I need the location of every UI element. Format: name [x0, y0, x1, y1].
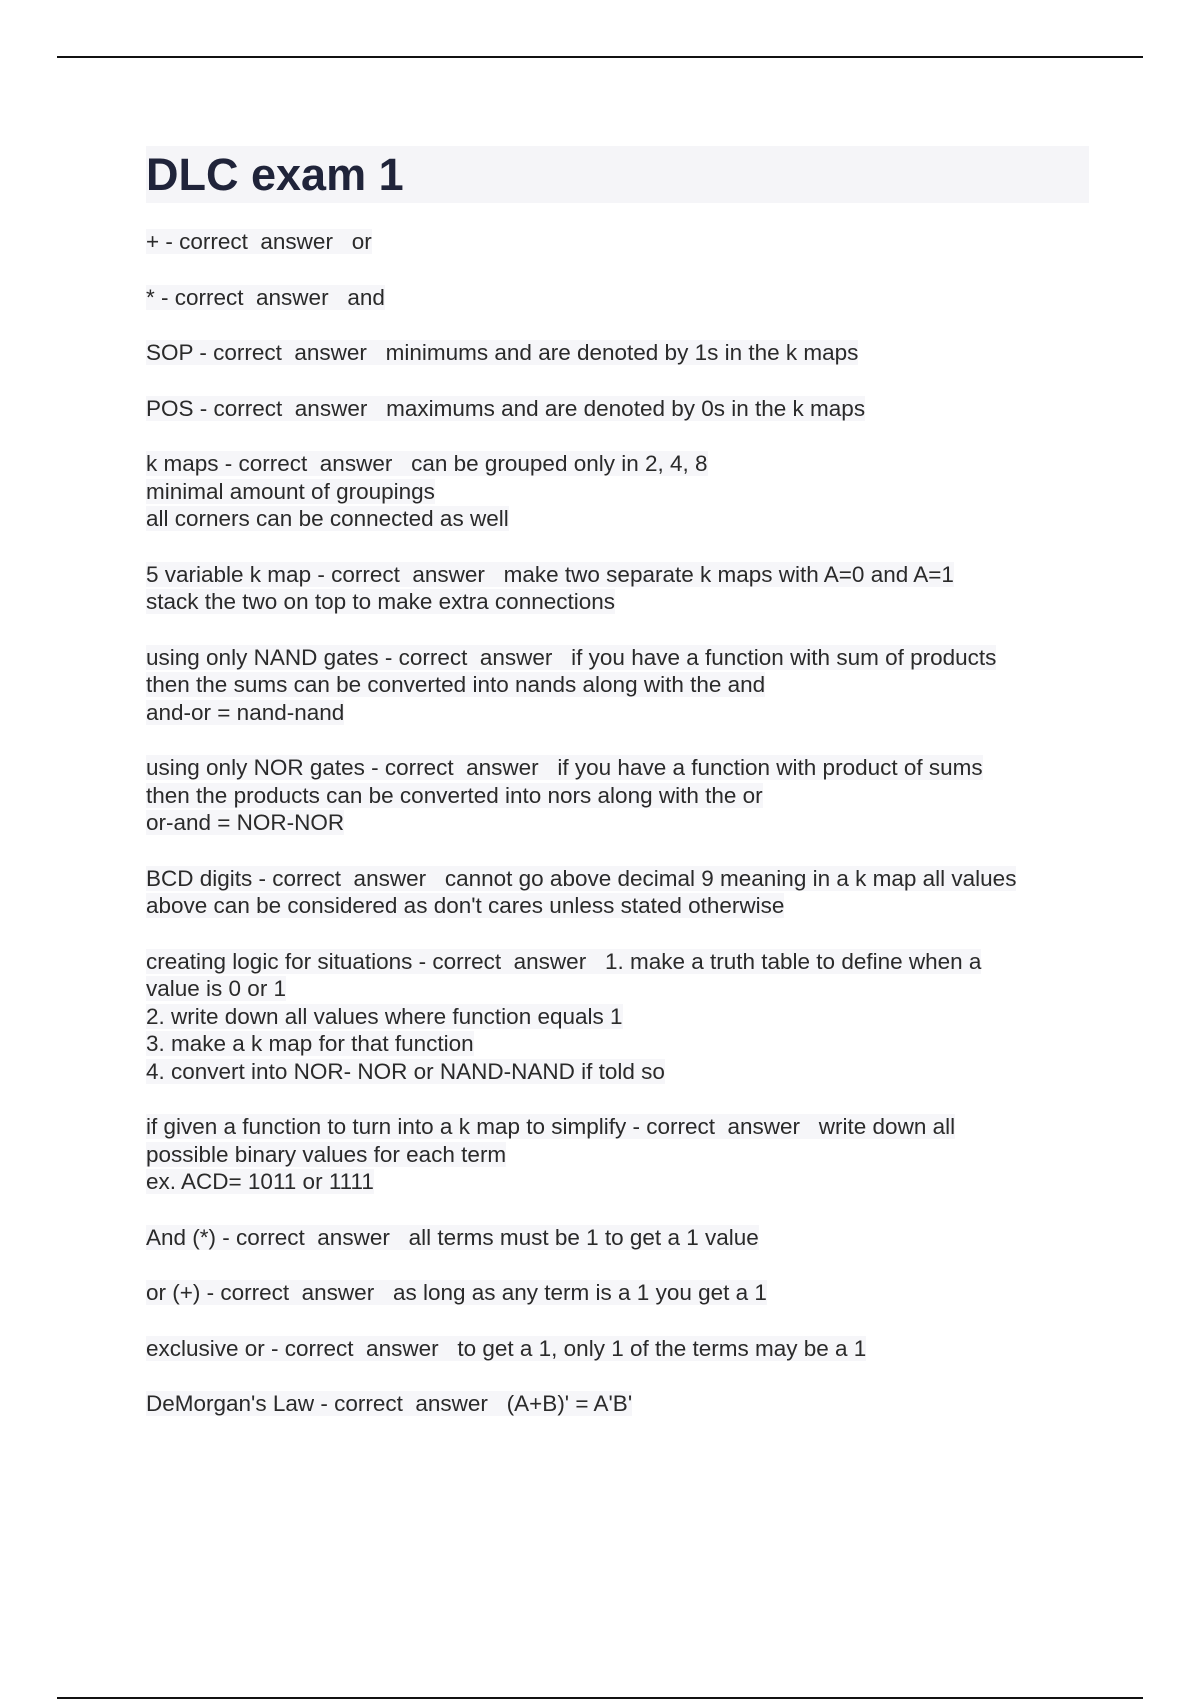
entry-continuation-line [146, 505, 1089, 533]
entry-continuation-line [146, 975, 1089, 1003]
document-page [146, 146, 1089, 1446]
flashcard-entry [146, 754, 1089, 837]
bottom-rule [57, 1697, 1143, 1699]
entry-text [146, 1114, 955, 1139]
entry-answer: and [347, 284, 385, 310]
entry-answer-continued: or-and = NOR-NOR [146, 810, 345, 835]
entry-answer-continued: stack the two on top to make extra connections [146, 589, 616, 614]
entry-answer-continued: 3. make a k map for that function [146, 1031, 474, 1056]
entry-term: And (*) [146, 1224, 217, 1250]
entry-answer-continued: above can be considered as don't cares unless stated otherwise [146, 893, 785, 918]
entry-answer: write down all [818, 1114, 956, 1139]
entry-text [146, 451, 708, 476]
entry-first-line [146, 339, 1089, 367]
entry-term: or (+) [146, 1280, 201, 1305]
entry-text [146, 1336, 866, 1361]
entry-continuation-line [146, 1003, 1089, 1031]
entry-term: * [146, 284, 155, 310]
entry-continuation-line [146, 1141, 1089, 1169]
entry-continuation-line [146, 478, 1089, 506]
correct-answer-separator: - correct answer [252, 865, 445, 891]
entry-first-line [146, 1224, 1089, 1252]
entry-answer-continued: 4. convert into NOR- NOR or NAND-NAND if told so [146, 1058, 665, 1084]
entry-text [146, 949, 981, 974]
entry-answer: to get a 1, only 1 of the terms may be a 1 [457, 1335, 867, 1361]
flashcard-entry [146, 948, 1089, 1086]
correct-answer-separator: - correct answer [216, 1224, 409, 1250]
flashcard-entry [146, 644, 1089, 727]
entry-term: creating logic for situations [146, 948, 413, 974]
entry-first-line [146, 754, 1089, 782]
entry-term: POS [146, 395, 194, 421]
correct-answer-separator: - correct answer [364, 755, 558, 780]
entry-text [146, 755, 983, 780]
entry-first-line [146, 450, 1089, 478]
top-rule [57, 56, 1143, 58]
entry-term: SOP [146, 340, 194, 365]
entry-first-line [146, 561, 1089, 589]
page-title: DLC exam 1 [146, 149, 404, 200]
entry-answer-continued: and-or = nand-nand [146, 699, 345, 725]
flashcard-entry [146, 1224, 1089, 1252]
entry-continuation-line [146, 892, 1089, 920]
flashcard-entry [146, 450, 1089, 533]
correct-answer-separator: - correct answer [311, 561, 504, 587]
entry-answer-continued: then the products can be converted into nors along with the or [146, 782, 763, 808]
entry-answer: make two separate k maps with A=0 and A=1 [503, 561, 954, 587]
entry-continuation-line [146, 588, 1089, 616]
entry-term: 5 variable k map [146, 561, 312, 587]
entry-text [146, 340, 858, 365]
flashcard-entry [146, 1279, 1089, 1307]
correct-answer-separator: - correct answer [193, 340, 386, 365]
entry-answer-continued: 2. write down all values where function equals 1 [146, 1003, 623, 1029]
correct-answer-separator: - correct answer [218, 451, 412, 476]
entry-answer-continued: ex. ACD= 1011 or 1111 [146, 1169, 374, 1194]
entry-term: k maps [146, 451, 219, 476]
entry-text [146, 562, 954, 587]
flashcard-entry [146, 561, 1089, 616]
entry-answer: minimums and are denoted by 1s in the k maps [385, 340, 859, 365]
entry-term: BCD digits [146, 865, 253, 891]
flashcard-entry [146, 339, 1089, 367]
entry-answer: all terms must be 1 to get a 1 value [408, 1224, 759, 1250]
entry-continuation-line [146, 1058, 1089, 1086]
entry-answer-continued: then the sums can be converted into nands along with the and [146, 672, 766, 697]
entry-answer: as long as any term is a 1 you get a 1 [392, 1280, 767, 1305]
entry-text [146, 645, 996, 670]
entry-answer: can be grouped only in 2, 4, 8 [411, 451, 708, 476]
correct-answer-separator: - correct answer [314, 1391, 507, 1416]
entry-text [146, 396, 865, 421]
entry-first-line [146, 644, 1089, 672]
entry-answer: 1. make a truth table to define when a [604, 948, 982, 974]
entry-answer: or [351, 229, 372, 254]
flashcard-list [146, 228, 1089, 1418]
entry-first-line [146, 395, 1089, 423]
entry-text [146, 1225, 759, 1250]
entry-term: using only NOR gates [146, 755, 365, 780]
entry-first-line [146, 228, 1089, 256]
flashcard-entry [146, 1335, 1089, 1363]
entry-answer-continued: minimal amount of groupings [146, 478, 435, 504]
entry-answer-continued: value is 0 or 1 [146, 976, 287, 1001]
entry-text [146, 285, 385, 310]
entry-answer: (A+B)' = A'B' [506, 1391, 633, 1416]
entry-first-line [146, 948, 1089, 976]
entry-continuation-line [146, 1030, 1089, 1058]
entry-answer: maximums and are denoted by 0s in the k maps [386, 395, 866, 421]
entry-text [146, 1280, 767, 1305]
entry-continuation-line [146, 809, 1089, 837]
entry-term: exclusive or [146, 1335, 265, 1361]
flashcard-entry [146, 865, 1089, 920]
flashcard-entry [146, 1113, 1089, 1196]
entry-first-line [146, 1390, 1089, 1418]
correct-answer-separator: - correct answer [264, 1335, 458, 1361]
correct-answer-separator: - correct answer [200, 1280, 393, 1305]
entry-text [146, 1391, 632, 1416]
entry-term: DeMorgan's Law [146, 1391, 315, 1416]
entry-continuation-line [146, 671, 1089, 699]
flashcard-entry [146, 228, 1089, 256]
correct-answer-separator: - correct answer [378, 644, 572, 670]
entry-first-line [146, 865, 1089, 893]
entry-answer: if you have a function with product of sums [557, 755, 983, 780]
correct-answer-separator: - correct answer [159, 229, 352, 254]
entry-answer: if you have a function with sum of products [571, 644, 997, 670]
entry-first-line [146, 1279, 1089, 1307]
entry-text [146, 866, 1016, 891]
entry-term: + [146, 229, 160, 254]
entry-first-line [146, 1335, 1089, 1363]
entry-answer-continued: all corners can be connected as well [146, 506, 509, 531]
entry-answer-continued: possible binary values for each term [146, 1141, 507, 1167]
entry-answer: cannot go above decimal 9 meaning in a k map all values [444, 865, 1017, 891]
correct-answer-separator: - correct answer [154, 284, 348, 310]
title-band [146, 146, 1089, 203]
flashcard-entry [146, 395, 1089, 423]
flashcard-entry [146, 284, 1089, 312]
entry-first-line [146, 1113, 1089, 1141]
correct-answer-separator: - correct answer [193, 395, 387, 421]
correct-answer-separator: - correct answer [412, 948, 605, 974]
entry-first-line [146, 284, 1089, 312]
entry-term: if given a function to turn into a k map to simplify [146, 1114, 627, 1139]
entry-text [146, 229, 372, 254]
entry-continuation-line [146, 699, 1089, 727]
entry-continuation-line [146, 782, 1089, 810]
flashcard-entry [146, 1390, 1089, 1418]
entry-term: using only NAND gates [146, 644, 379, 670]
entry-continuation-line [146, 1168, 1089, 1196]
correct-answer-separator: - correct answer [626, 1114, 819, 1139]
